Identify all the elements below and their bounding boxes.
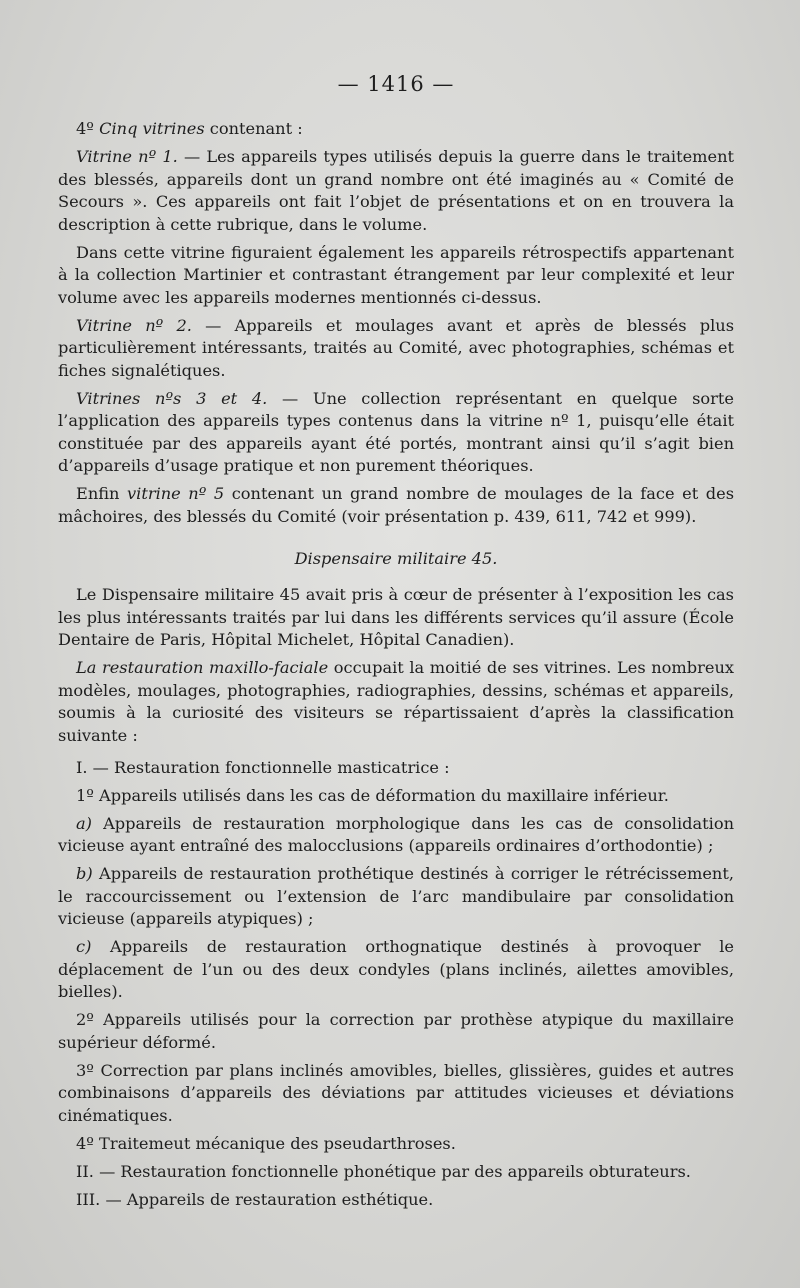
vitrine1-text: — Les appareils types utilisés depuis la guerre dans le traitement des blessés, appareils dont un grand nombre ont été imaginés au « Comité de Secours ». Ces appareils ont fait l’objet de présentations et on en trouvera la description à cette rubrique, dans le volume. bbox=[58, 147, 735, 234]
paragraph-dispensaire-1: Le Dispensaire militaire 45 avait pris à cœur de présenter à l’exposition les cas les plus intéressants traités par lui dans les différents services qu’il assure (École Dentaire de Paris, Hôpital Michelet, Hôpital Canadien). bbox=[58, 585, 734, 649]
classification-II: II. — Restauration fonctionnelle phonétique par des appareils obturateurs. bbox=[76, 1161, 691, 1181]
paragraph-vitrine-2 bbox=[58, 315, 734, 383]
vitrine5-label: vitrine nº 5 bbox=[127, 484, 225, 503]
list-item-a bbox=[58, 813, 734, 858]
section-title-text: Dispensaire militaire 45. bbox=[294, 548, 498, 568]
vitrines34-text: — Une collection représentant en quelque sorte l’application des appareils types contenus dans la vitrine nº 1, puisqu’elle était constituée par des appareils ayant été portés, montrant ainsi qu’il s’agit bien d’appareils d’usage pratique et non purement théoriques. bbox=[58, 388, 734, 475]
item-b-letter: b) bbox=[76, 864, 93, 883]
dispensaire-text: occupait la moitié de ses vitrines. Les nombreux modèles, moulages, photographies, radiographies, dessins, schémas et appareils, soumis à la curiosité des visiteurs se répartissaient d’après la classification suivante : bbox=[58, 658, 734, 745]
list-item-3: 3º Correction par plans inclinés amovibles, bielles, glissières, guides et autres combinaisons d’appareils des déviations par attitudes vicieuses et déviations cinématiques. bbox=[58, 1060, 734, 1125]
item-a-text: Appareils de restauration morphologique dans les cas de consolidation vicieuse ayant entraîné des malocclusions (appareils ordinaires d’orthodontie) ; bbox=[58, 813, 734, 855]
paragraph-vitrine-1 bbox=[58, 146, 734, 236]
paragraph-dispensaire-2 bbox=[58, 657, 734, 747]
item-a-letter: a) bbox=[76, 813, 92, 833]
vitrine2-label: Vitrine nº 2. bbox=[76, 315, 192, 335]
list-item-1: 1º Appareils utilisés dans les cas de déformation du maxillaire inférieur. bbox=[76, 785, 669, 805]
paragraph-vitrine-5 bbox=[58, 483, 734, 528]
item4-italic: Cinq vitrines bbox=[99, 119, 205, 138]
list-item-2: 2º Appareils utilisés pour la correction par prothèse atypique du maxillaire supérieur déformé. bbox=[58, 1010, 734, 1052]
item4-rest: contenant : bbox=[204, 119, 303, 138]
dispensaire-italic: La restauration maxillo-faciale bbox=[76, 658, 329, 677]
list-item-b bbox=[58, 863, 734, 931]
paragraph-vitrines-3-4 bbox=[58, 388, 734, 478]
list-item-c bbox=[58, 936, 734, 1004]
item-c-letter: c) bbox=[76, 937, 92, 956]
item-c-text: Appareils de restauration orthognatique destinés à provoquer le déplacement de l’un ou des deux condyles (plans inclinés, ailettes amovibles, bielles). bbox=[58, 937, 734, 1001]
page-number: — 1416 — bbox=[337, 72, 455, 96]
paragraph-vitrine-1-continued: Dans cette vitrine figuraient également les appareils rétrospectifs appartenant à la collection Martinier et contrastant étrangement par leur complexité et leur volume avec les appareils modernes mentionnés ci-dessus. bbox=[58, 242, 734, 307]
vitrines34-label: Vitrines nºs 3 et 4. bbox=[76, 388, 268, 408]
item-b-text: Appareils de restauration prothétique destinés à corriger le rétrécissement, le raccourcissement ou l’extension de l’arc mandibulaire par consolidation vicieuse (appareils atypiques) ; bbox=[58, 864, 734, 928]
vitrine1-label: Vitrine nº 1. bbox=[76, 147, 178, 166]
classification-III: III. — Appareils de restauration esthétique. bbox=[76, 1189, 434, 1209]
vitrine5-text: contenant un grand nombre de moulages de la face et des mâchoires, des blessés du Comité (voir présentation p. 439, 611, 742 et 999). bbox=[58, 484, 734, 526]
vitrine5-pre: Enfin bbox=[76, 484, 128, 503]
vitrine2-text: — Appareils et moulages avant et après de blessés plus particulièrement intéressants, traités au Comité, avec photographies, schémas et fiches signalétiques. bbox=[58, 315, 734, 380]
item4-num: 4º bbox=[76, 119, 94, 138]
section-title bbox=[58, 548, 734, 571]
paragraph-item4-intro bbox=[58, 118, 734, 141]
classification-I: I. — Restauration fonctionnelle masticatrice : bbox=[76, 757, 450, 777]
list-item-4: 4º Traitemeut mécanique des pseudarthroses. bbox=[76, 1133, 456, 1153]
